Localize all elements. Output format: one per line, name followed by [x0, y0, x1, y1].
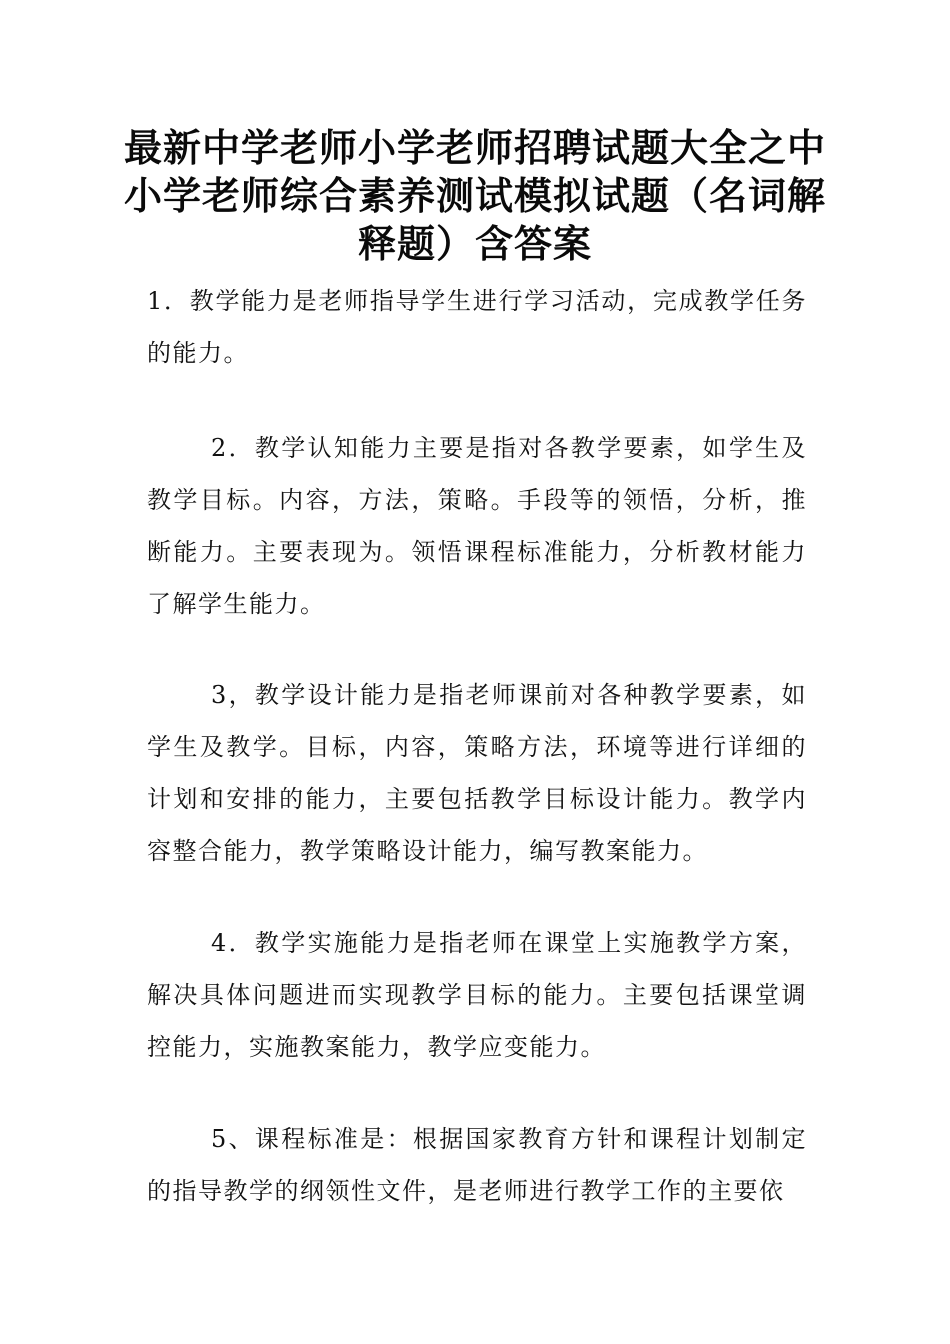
paragraph-2: 2．教学认知能力主要是指对各教学要素，如学生及教学目标。内容，方法，策略。手段等的领悟，分析，推断能力。主要表现为。领悟课程标准能力，分析教材能力了解学生能力。: [147, 434, 807, 618]
paragraph-1: 1．教学能力是老师指导学生进行学习活动，完成教学任务的能力。: [147, 287, 807, 367]
paragraph-4: 4．教学实施能力是指老师在课堂上实施教学方案，解决具体问题进而实现教学目标的能力。主要包括课堂调控能力，实施教案能力，教学应变能力。: [147, 929, 807, 1061]
paragraph-5: 5、课程标准是：根据国家教育方针和课程计划制定的指导教学的纲领性文件，是老师进行教学工作的主要依: [147, 1125, 807, 1205]
document-title: 最新中学老师小学老师招聘试题大全之中小学老师综合素养测试模拟试题（名词解释题）含答案: [123, 126, 826, 266]
paragraph-3: 3，教学设计能力是指老师课前对各种教学要素，如学生及教学。目标，内容，策略方法，环境等进行详细的计划和安排的能力，主要包括教学目标设计能力。教学内容整合能力，教学策略设计能力，编写教案能力。: [147, 681, 807, 865]
